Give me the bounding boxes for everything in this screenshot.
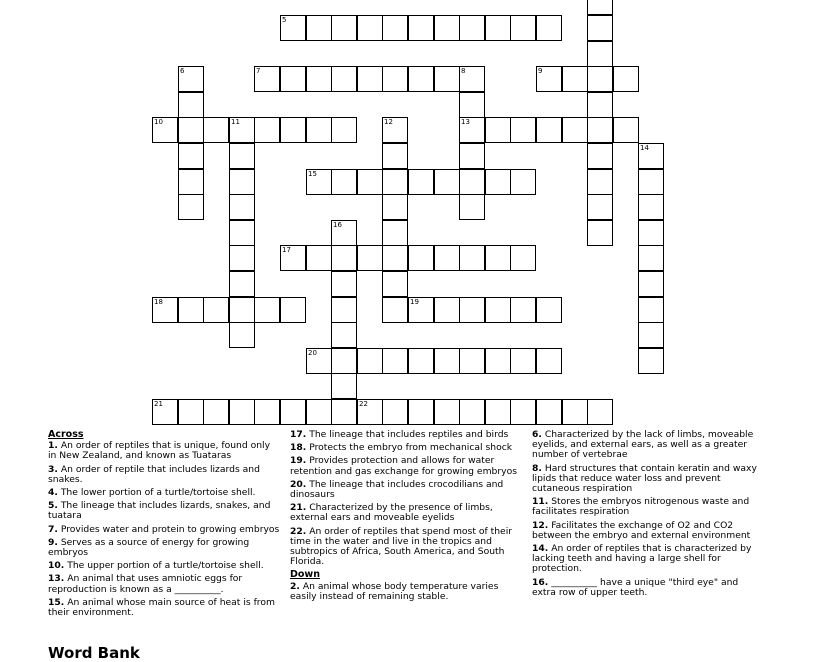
grid-cell[interactable] xyxy=(306,117,332,143)
grid-cell[interactable] xyxy=(203,399,229,425)
grid-cell[interactable] xyxy=(459,399,485,425)
grid-cell[interactable] xyxy=(638,169,664,195)
grid-cell[interactable] xyxy=(408,66,434,92)
grid-cell[interactable] xyxy=(562,66,588,92)
grid-cell[interactable] xyxy=(587,41,613,67)
grid-cell[interactable] xyxy=(178,194,204,220)
grid-cell[interactable] xyxy=(485,399,511,425)
cell-number: 13 xyxy=(461,118,470,126)
cell-number: 11 xyxy=(231,118,240,126)
grid-cell[interactable] xyxy=(382,169,408,195)
grid-cell[interactable] xyxy=(638,194,664,220)
cell-number: 14 xyxy=(640,144,649,152)
grid-cell[interactable] xyxy=(357,169,383,195)
cell-number: 19 xyxy=(410,298,419,306)
clue-across-4: 4. The lower portion of a turtle/tortoise shell. xyxy=(48,487,256,499)
grid-cell[interactable] xyxy=(459,66,485,92)
clue-across-1: 1. An order of reptiles that is unique, found only in New Zealand, and known as Tuataras xyxy=(48,440,271,462)
grid-cell[interactable] xyxy=(510,399,536,425)
grid-cell[interactable] xyxy=(587,15,613,41)
grid-cell[interactable] xyxy=(485,169,511,195)
grid-cell[interactable] xyxy=(357,399,383,425)
grid-cell[interactable] xyxy=(306,245,332,271)
clue-across-21: 21. Characterized by the presence of limbs, external ears and moveable eyelids xyxy=(290,502,493,524)
grid-cell[interactable] xyxy=(331,169,357,195)
grid-cell[interactable] xyxy=(638,245,664,271)
grid-cell[interactable] xyxy=(178,399,204,425)
grid-cell[interactable] xyxy=(254,66,280,92)
grid-cell[interactable] xyxy=(152,399,178,425)
grid-cell[interactable] xyxy=(178,143,204,169)
cell-number: 18 xyxy=(154,298,163,306)
cell-number: 20 xyxy=(308,349,317,357)
grid-cell[interactable] xyxy=(459,348,485,374)
grid-cell[interactable] xyxy=(408,169,434,195)
grid-cell[interactable] xyxy=(485,117,511,143)
grid-cell[interactable] xyxy=(638,297,664,323)
cell-number: 10 xyxy=(154,118,163,126)
grid-cell[interactable] xyxy=(382,220,408,246)
grid-cell[interactable] xyxy=(229,245,255,271)
clue-across-20: 20. The lineage that includes crocodilians and dinosaurs xyxy=(290,478,504,501)
grid-cell[interactable] xyxy=(382,399,408,425)
clue-down-6: 6. Characterized by the lack of limbs, moveable eyelids, and external ears, as well as a greater number of vertebrae xyxy=(532,429,754,461)
grid-cell[interactable] xyxy=(178,297,204,323)
grid-cell[interactable] xyxy=(587,143,613,169)
grid-cell[interactable] xyxy=(434,348,460,374)
grid-cell[interactable] xyxy=(510,297,536,323)
grid-cell[interactable] xyxy=(434,297,460,323)
clue-across-22: 22. An order of reptiles that spend most of their time in the water and live in the tropics and subtropics of Africa, South America, and South Florida. xyxy=(290,525,513,568)
grid-cell[interactable] xyxy=(357,66,383,92)
grid-cell[interactable] xyxy=(485,297,511,323)
grid-cell[interactable] xyxy=(485,348,511,374)
grid-cell[interactable] xyxy=(229,143,255,169)
grid-cell[interactable] xyxy=(203,117,229,143)
grid-cell[interactable] xyxy=(382,66,408,92)
grid-cell[interactable] xyxy=(229,297,255,323)
grid-cell[interactable] xyxy=(306,169,332,195)
down-heading: Down xyxy=(290,569,320,581)
grid-cell[interactable] xyxy=(178,92,204,118)
grid-cell[interactable] xyxy=(587,194,613,220)
grid-cell[interactable] xyxy=(382,271,408,297)
grid-cell[interactable] xyxy=(229,271,255,297)
clue-across-19: 19. Provides protection and allows for water retention and gas exchange for growing embryos xyxy=(290,455,517,477)
cell-number: 17 xyxy=(282,246,291,254)
grid-cell[interactable] xyxy=(382,117,408,143)
grid-cell[interactable] xyxy=(587,0,613,15)
grid-cell[interactable] xyxy=(331,399,357,425)
grid-cell[interactable] xyxy=(203,297,229,323)
grid-cell[interactable] xyxy=(331,117,357,143)
grid-cell[interactable] xyxy=(178,169,204,195)
clue-down-16: 16. __________ have a unique "third eye" and extra row of upper teeth. xyxy=(532,576,739,598)
grid-cell[interactable] xyxy=(254,399,280,425)
grid-cell[interactable] xyxy=(510,169,536,195)
grid-cell[interactable] xyxy=(536,399,562,425)
grid-cell[interactable] xyxy=(280,117,306,143)
grid-cell[interactable] xyxy=(229,322,255,348)
grid-cell[interactable] xyxy=(229,169,255,195)
grid-cell[interactable] xyxy=(613,117,639,143)
clue-across-17: 17. The lineage that includes reptiles and birds xyxy=(290,429,509,440)
grid-cell[interactable] xyxy=(280,66,306,92)
grid-cell[interactable] xyxy=(434,169,460,195)
grid-cell[interactable] xyxy=(459,92,485,118)
clue-down-8: 8. Hard structures that contain keratin and waxy lipids that reduce water loss and prevent cutaneous respiration xyxy=(532,462,757,495)
grid-cell[interactable] xyxy=(459,194,485,220)
grid-cell[interactable] xyxy=(229,117,255,143)
grid-cell[interactable] xyxy=(536,66,562,92)
grid-cell[interactable] xyxy=(331,373,357,399)
grid-cell[interactable] xyxy=(613,66,639,92)
grid-cell[interactable] xyxy=(382,194,408,220)
grid-cell[interactable] xyxy=(536,15,562,41)
cell-number: 22 xyxy=(359,400,368,408)
cell-number: 6 xyxy=(180,67,185,75)
clue-column-1 xyxy=(48,430,280,621)
grid-cell[interactable] xyxy=(178,117,204,143)
grid-cell[interactable] xyxy=(638,220,664,246)
clue-down-11: 11. Stores the embryos nitrogenous waste and facilitates respiration xyxy=(532,496,750,518)
grid-cell[interactable] xyxy=(536,348,562,374)
clue-down-14: 14. An order of reptiles that is characterized by lacking teeth and having a large shell for protection. xyxy=(532,543,752,575)
grid-cell[interactable] xyxy=(536,117,562,143)
grid-cell[interactable] xyxy=(434,245,460,271)
clue-across-18: 18. Protects the embryo from mechanical shock xyxy=(290,442,513,454)
cell-number: 8 xyxy=(461,67,466,75)
grid-cell[interactable] xyxy=(638,271,664,297)
grid-cell[interactable] xyxy=(357,348,383,374)
grid-cell[interactable] xyxy=(382,297,408,323)
word-bank-heading: Word Bank xyxy=(48,644,140,662)
grid-cell[interactable] xyxy=(510,348,536,374)
clue-down-12: 12. Facilitates the exchange of O2 and CO2 between the embryo and external environment xyxy=(532,519,751,541)
clue-column-3 xyxy=(532,430,764,601)
clue-down-2: 2. An animal whose body temperature varies easily instead of remaining stable. xyxy=(290,580,499,602)
cell-number: 9 xyxy=(538,67,543,75)
grid-cell[interactable] xyxy=(306,399,332,425)
grid-cell[interactable] xyxy=(562,117,588,143)
clue-across-9: 9. Serves as a source of energy for growing embryos xyxy=(48,536,250,559)
grid-cell[interactable] xyxy=(510,15,536,41)
grid-cell[interactable] xyxy=(357,245,383,271)
grid-cell[interactable] xyxy=(638,143,664,169)
grid-cell[interactable] xyxy=(434,15,460,41)
grid-cell[interactable] xyxy=(408,245,434,271)
grid-cell[interactable] xyxy=(459,117,485,143)
grid-cell[interactable] xyxy=(587,220,613,246)
grid-cell[interactable] xyxy=(485,15,511,41)
grid-cell[interactable] xyxy=(408,15,434,41)
grid-cell[interactable] xyxy=(331,245,357,271)
grid-cell[interactable] xyxy=(306,348,332,374)
grid-cell[interactable] xyxy=(152,297,178,323)
grid-cell[interactable] xyxy=(408,348,434,374)
grid-cell[interactable] xyxy=(229,220,255,246)
across-heading: Across xyxy=(48,429,84,440)
grid-cell[interactable] xyxy=(331,297,357,323)
cell-number: 7 xyxy=(256,67,261,75)
grid-cell[interactable] xyxy=(280,399,306,425)
grid-cell[interactable] xyxy=(562,399,588,425)
cell-number: 15 xyxy=(308,170,317,178)
grid-cell[interactable] xyxy=(587,66,613,92)
grid-cell[interactable] xyxy=(357,15,383,41)
grid-cell[interactable] xyxy=(382,348,408,374)
cell-number: 16 xyxy=(333,221,342,229)
grid-cell[interactable] xyxy=(382,15,408,41)
grid-cell[interactable] xyxy=(587,169,613,195)
grid-cell[interactable] xyxy=(587,399,613,425)
grid-cell[interactable] xyxy=(536,297,562,323)
cell-number: 12 xyxy=(384,118,393,126)
grid-cell[interactable] xyxy=(459,245,485,271)
grid-cell[interactable] xyxy=(280,245,306,271)
grid-cell[interactable] xyxy=(229,194,255,220)
grid-cell[interactable] xyxy=(434,66,460,92)
grid-cell[interactable] xyxy=(331,271,357,297)
grid-cell[interactable] xyxy=(459,297,485,323)
clue-across-7: 7. Provides water and protein to growing embryos xyxy=(48,523,280,535)
cell-number: 5 xyxy=(282,16,287,24)
grid-cell[interactable] xyxy=(587,92,613,118)
cell-number: 21 xyxy=(154,400,163,408)
clue-across-5: 5. The lineage that includes lizards, snakes, and tuatara xyxy=(48,500,271,522)
grid-cell[interactable] xyxy=(485,245,511,271)
clue-across-15: 15. An animal whose main source of heat is from their environment. xyxy=(48,596,275,619)
clue-across-10: 10. The upper portion of a turtle/tortoise shell. xyxy=(48,560,264,572)
grid-cell[interactable] xyxy=(331,15,357,41)
clue-across-3: 3. An order of reptile that includes lizards and snakes. xyxy=(48,463,260,485)
grid-cell[interactable] xyxy=(382,245,408,271)
grid-cell[interactable] xyxy=(459,169,485,195)
grid-cell[interactable] xyxy=(434,399,460,425)
grid-cell[interactable] xyxy=(280,15,306,41)
grid-cell[interactable] xyxy=(408,297,434,323)
grid-cell[interactable] xyxy=(331,348,357,374)
clue-across-13: 13. An animal that uses amniotic eggs for reproduction is known as a __________. xyxy=(48,573,243,595)
grid-cell[interactable] xyxy=(331,322,357,348)
grid-cell[interactable] xyxy=(331,66,357,92)
grid-cell[interactable] xyxy=(510,117,536,143)
grid-cell[interactable] xyxy=(459,15,485,41)
grid-cell[interactable] xyxy=(229,399,255,425)
grid-cell[interactable] xyxy=(280,297,306,323)
grid-cell[interactable] xyxy=(382,143,408,169)
grid-cell[interactable] xyxy=(638,348,664,374)
clue-column-2 xyxy=(290,430,522,605)
grid-cell[interactable] xyxy=(459,143,485,169)
grid-cell[interactable] xyxy=(306,15,332,41)
grid-cell[interactable] xyxy=(638,322,664,348)
grid-cell[interactable] xyxy=(152,117,178,143)
grid-cell[interactable] xyxy=(178,66,204,92)
grid-cell[interactable] xyxy=(331,220,357,246)
grid-cell[interactable] xyxy=(254,297,280,323)
grid-cell[interactable] xyxy=(587,117,613,143)
grid-cell[interactable] xyxy=(408,399,434,425)
grid-cell[interactable] xyxy=(510,245,536,271)
grid-cell[interactable] xyxy=(254,117,280,143)
grid-cell[interactable] xyxy=(306,66,332,92)
